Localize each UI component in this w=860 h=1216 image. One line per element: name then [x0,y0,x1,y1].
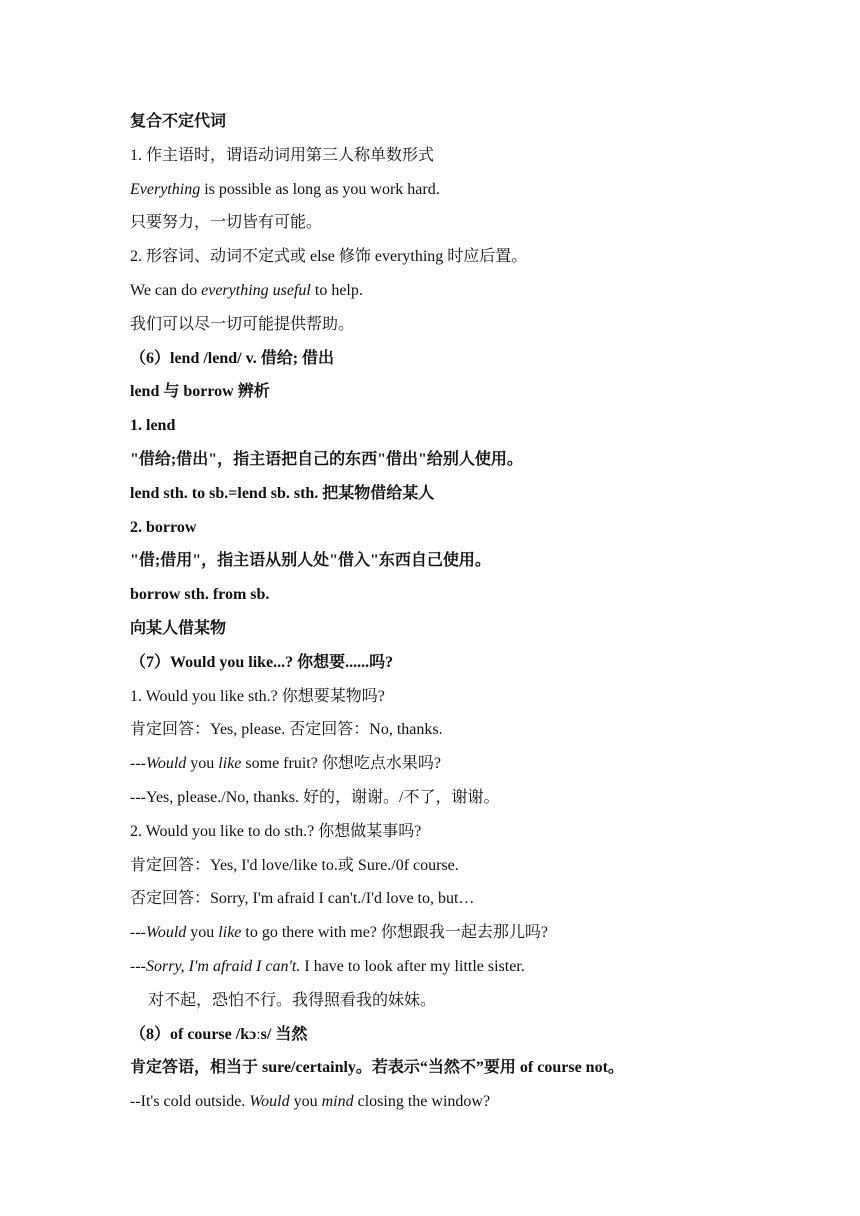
text-segment: borrow sth. from sb. [130,586,270,604]
text-line [130,750,770,784]
text-line [130,277,770,311]
text-segment: 肯定回答：Yes, please. 否定回答：No, thanks. [130,721,443,739]
text-segment: "借给;借出"，指主语把自己的东西"借出"给别人使用。 [130,450,523,468]
text-line [130,818,770,852]
text-line [130,412,770,446]
text-line [130,446,770,480]
text-line [130,209,770,243]
text-segment: （8）of course /kɔːs/ 当然 [130,1025,308,1043]
text-segment: ---Yes, please./No, thanks. 好的，谢谢。/不了，谢谢。 [130,788,500,806]
text-line [130,480,770,514]
text-segment: 2. Would you like to do sth.? 你想做某事吗? [130,822,422,840]
document-page [130,108,770,1122]
text-segment: you [289,1093,322,1111]
text-line [130,142,770,176]
text-line [130,784,770,818]
text-segment: 2. borrow [130,518,197,536]
text-segment: 肯定回答：Yes, I'd love/like to.或 Sure./0f course. [130,856,459,874]
text-line [130,378,770,412]
text-line [130,176,770,210]
text-line [130,243,770,277]
text-line [130,919,770,953]
text-segment: lend sth. to sb.=lend sb. sth. 把某物借给某人 [130,484,435,502]
text-line [130,683,770,717]
text-segment: lend 与 borrow 辨析 [130,383,270,401]
text-segment: --- [130,755,146,773]
text-segment: like [218,755,242,773]
text-line [130,885,770,919]
text-line [130,615,770,649]
text-segment: --- [130,957,146,975]
text-segment: Would [249,1093,290,1111]
text-segment: to go there with me? 你想跟我一起去那儿吗? [241,924,549,942]
text-segment: Would [145,755,187,773]
text-segment: Sorry, I'm afraid I can't. [145,957,301,975]
text-segment: some fruit? 你想吃点水果吗? [241,755,441,773]
text-segment: （7）Would you like...? 你想要......吗? [130,653,394,671]
text-line [130,1088,770,1122]
text-line [130,716,770,750]
text-segment: 复合不定代词 [130,113,227,130]
text-segment: closing the window? [353,1093,491,1111]
text-segment: （6）lend /lend/ v. 借给; 借出 [130,349,335,367]
text-segment: mind [321,1093,354,1111]
text-line [130,547,770,581]
text-segment: 我们可以尽一切可能提供帮助。 [130,315,355,333]
text-segment: is possible as long as you work hard. [200,180,440,198]
text-segment: 1. lend [130,417,176,435]
text-line [130,514,770,548]
text-line [130,108,770,142]
text-line [130,852,770,886]
text-segment: Would [145,924,187,942]
text-line [130,953,770,987]
text-segment: you [186,755,219,773]
text-segment: everything useful [201,281,311,299]
text-line [130,1021,770,1055]
text-line [130,581,770,615]
text-line [130,345,770,379]
text-segment: We can do [130,281,202,299]
text-segment: 肯定答语，相当于 sure/certainly。若表示“当然不”要用 of course not。 [130,1059,624,1077]
text-segment: Everything [130,180,201,198]
text-segment: you [186,924,219,942]
text-segment: --- [130,924,146,942]
text-line [130,987,770,1021]
text-segment: 2. 形容词、动词不定式或 else 修饰 everything 时应后置。 [130,248,528,266]
text-segment: 向某人借某物 [130,619,227,637]
text-segment: "借;借用"，指主语从别人处"借入"东西自己使用。 [130,552,491,570]
text-segment: 对不起，恐怕不行。我得照看我的妹妹。 [148,991,437,1009]
text-segment: to help. [310,281,363,299]
text-line [130,311,770,345]
text-segment: 否定回答：Sorry, I'm afraid I can't./I'd love to, but… [130,890,475,908]
text-segment: I have to look after my little sister. [300,957,525,975]
text-line [130,1054,770,1088]
text-segment: 1. Would you like sth.? 你想要某物吗? [130,687,385,705]
text-segment: like [218,924,242,942]
text-segment: --It's cold outside. [130,1093,250,1111]
text-segment: 1. 作主语时，谓语动词用第三人称单数形式 [130,146,435,164]
text-line [130,649,770,683]
text-segment: 只要努力，一切皆有可能。 [130,214,323,232]
